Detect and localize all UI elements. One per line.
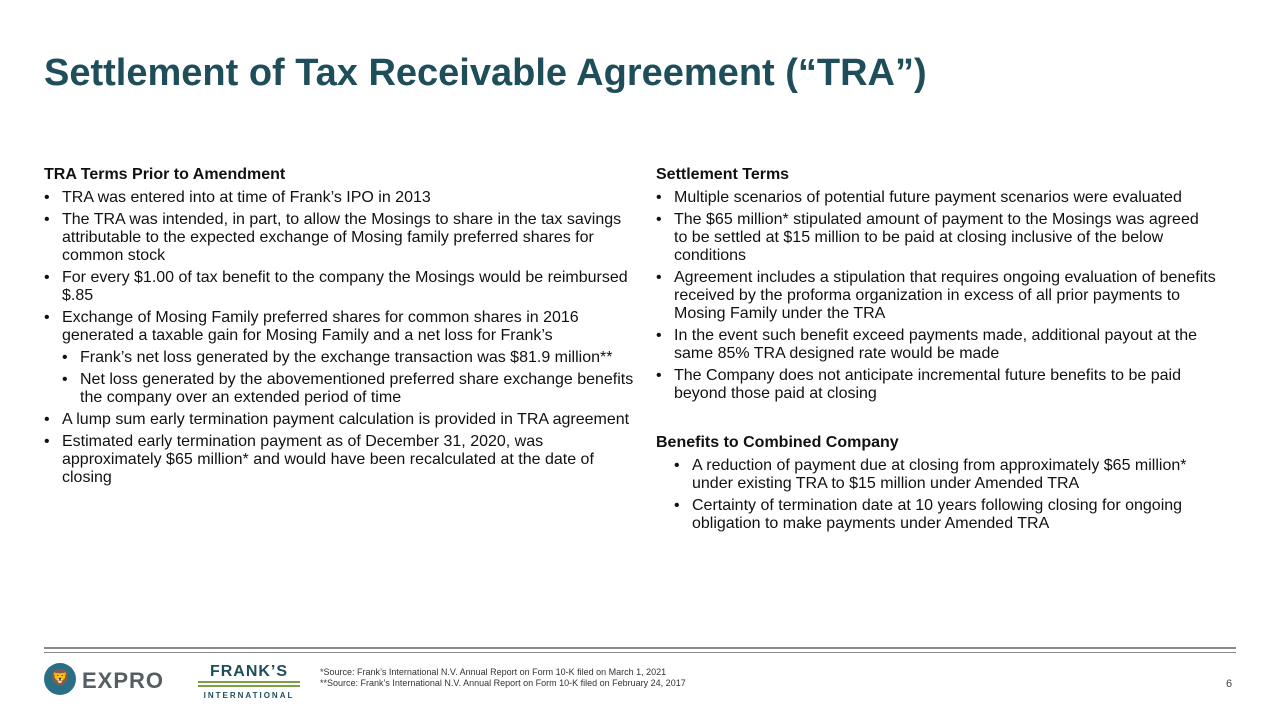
list-item: • The $65 million* stipulated amount of payment to the Mosings was agreed to be settled at $15 million to be paid at closing inclusive of the below conditions: [656, 211, 1216, 265]
page-number: 6: [1226, 678, 1233, 690]
list-item: • Agreement includes a stipulation that requires ongoing evaluation of benefits received by the proforma organization in excess of all prior payments to Mosing Family under the TRA: [656, 269, 1216, 323]
tra-terms-list: [44, 189, 634, 487]
tra-terms-heading: TRA Terms Prior to Amendment: [44, 166, 286, 183]
lion-head-icon: 🦁: [44, 663, 76, 695]
benefits-list: [656, 457, 1216, 533]
settlement-terms-heading: Settlement Terms: [656, 166, 790, 183]
franks-logo-subtitle: INTERNATIONAL: [203, 691, 295, 700]
list-item: • In the event such benefit exceed payments made, additional payout at the same 85% TRA designed rate would be made: [656, 327, 1216, 363]
list-item: • Exchange of Mosing Family preferred shares for common shares in 2016 generated a taxable gain for Mosing Family and a net loss for Frank’s: [44, 309, 634, 345]
list-item: • TRA was entered into at time of Frank’s IPO in 2013: [44, 189, 634, 207]
expro-logo-text: EXPRO: [82, 668, 165, 693]
list-item: • A lump sum early termination payment calculation is provided in TRA agreement: [44, 411, 634, 429]
list-item: • For every $1.00 of tax benefit to the company the Mosings would be reimbursed $.85: [44, 269, 634, 305]
sub-list-item: • Net loss generated by the abovementioned preferred share exchange benefits the company over an extended period of time: [44, 371, 634, 407]
settlement-column: [656, 166, 1216, 537]
benefits-heading: Benefits to Combined Company: [656, 434, 899, 451]
list-item: • Multiple scenarios of potential future payment scenarios were evaluated: [656, 189, 1216, 207]
franks-logo: [196, 664, 302, 700]
source-note: *Source: Frank’s International N.V. Annual Report on Form 10-K filed on March 1, 2021: [320, 667, 667, 677]
source-note: **Source: Frank’s International N.V. Annual Report on Form 10-K filed on February 24, 2017: [320, 678, 686, 688]
footer-divider-thin: [44, 652, 1236, 653]
sub-list-item: • Frank’s net loss generated by the exchange transaction was $81.9 million**: [44, 349, 634, 367]
expro-logo: [44, 663, 179, 697]
list-item: • Estimated early termination payment as of December 31, 2020, was approximately $65 million* and would have been recalculated at the date of closing: [44, 433, 634, 487]
settlement-terms-list: [656, 189, 1216, 403]
franks-logo-stripes: [198, 681, 300, 689]
source-notes: [320, 667, 686, 689]
page-title: Settlement of Tax Receivable Agreement (“TRA”): [44, 52, 927, 94]
list-item: • A reduction of payment due at closing from approximately $65 million* under existing TRA to $15 million under Amended TRA: [656, 457, 1216, 493]
tra-terms-column: [44, 166, 634, 491]
list-item: • Certainty of termination date at 10 years following closing for ongoing obligation to make payments under Amended TRA: [656, 497, 1216, 533]
franks-logo-name: FRANK’S: [209, 663, 289, 680]
list-item: • The TRA was intended, in part, to allow the Mosings to share in the tax savings attributable to the expected exchange of Mosing family preferred shares for common stock: [44, 211, 634, 265]
list-item: • The Company does not anticipate incremental future benefits to be paid beyond those paid at closing: [656, 367, 1216, 403]
footer-divider: [44, 647, 1236, 649]
